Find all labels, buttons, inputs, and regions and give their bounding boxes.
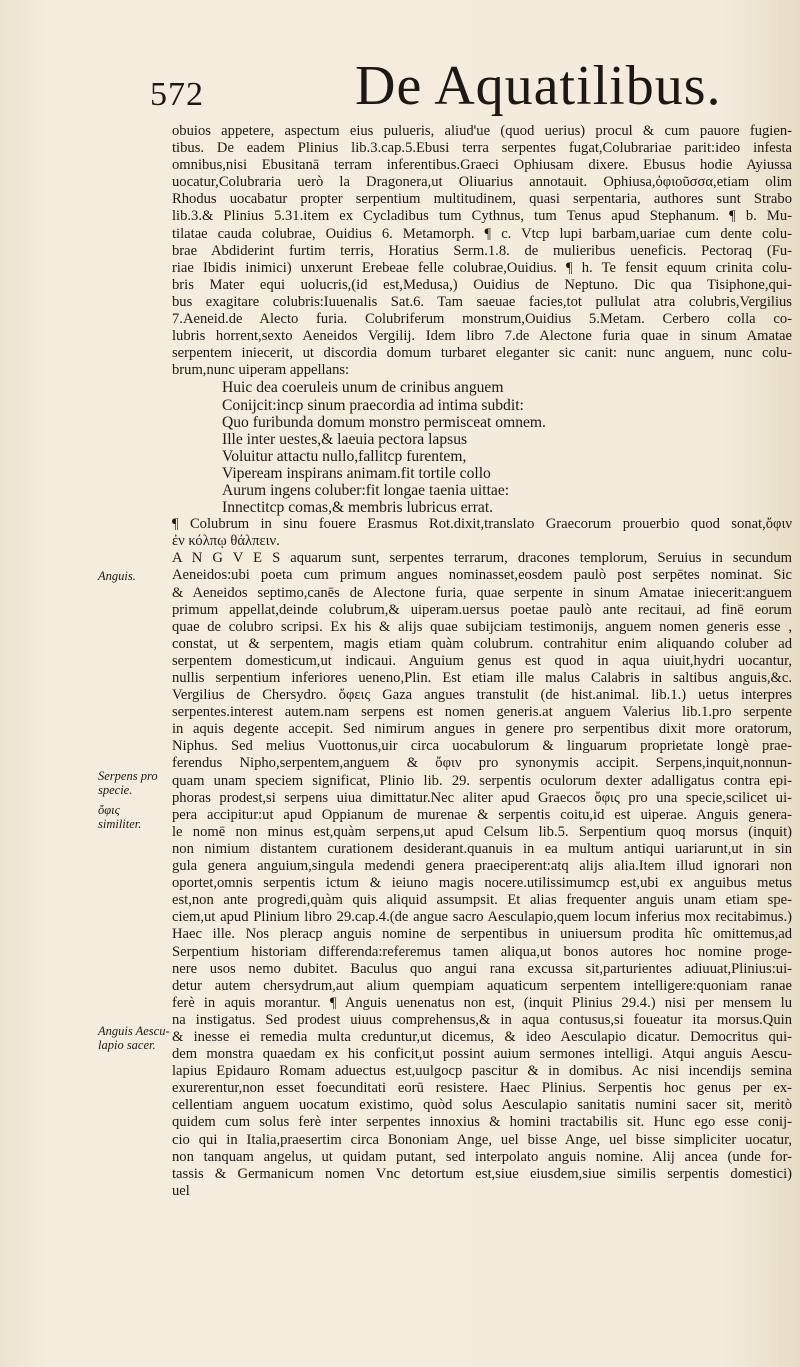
text-line: nullis serpentium inferiores ueneno,Plin. Est etiam ille malus Calabris in saltibus anguis,&c. [172,670,792,686]
text-line: quidem cum solus ferè inter serpentes innoxius & homini tractabilis sit. Hunc ego esse conij- [172,1114,792,1131]
text-line: primum appellat,deinde colubrum,& uiperam.uersus poetae paulò ante recitaui, ad finē eorum [172,601,792,618]
page-number: 572 [150,76,204,113]
text-line: bris Mater equi uolucris,(id est,Medusa,) Ouidius de Neptuno. Dic qua Tisiphone,qui- [172,276,792,293]
text-line: bus exagitare colubris:Iuuenalis Sat.6. Tam saeuae facies,tot pullulat atra colubris,Vergilius [172,293,792,310]
text-line: tibus. De eadem Plinius lib.3.cap.5.Ebusi terra serpentes fugat,Colubrariae parit:ideo infesta [172,140,792,157]
text-line: Vergilius de Chersydro. ὄφεις Gaza angues transtulit (de hist.animal. lib.1.) uetus interpres [172,687,792,704]
marginal-note-anguis: Anguis. [98,569,136,583]
text-line: na instigatus. Sed prodest uiuus comprehensus,& in aqua contusus,si foueatur ita morsus.Quin [172,1011,792,1028]
marginal-note-serpens-pro-specie: Serpens pro specie. [98,769,158,797]
text-line: tassis & Germanicum nomen Vnc detortum est,siue eiusdem,siue similis serpentis domestici) [172,1165,792,1182]
verse-quotation [172,379,792,516]
paragraph-angues [172,516,792,1200]
text-line: uel [172,1182,190,1199]
text-line: oportet,omnis serpentis ictum & ieiuno magis nocere.utilissimumcp est,ubi ex anguibus metus [172,875,792,892]
text-line: est,non ante progredi,quàm quis aliquid assumpsit. Et alias frequenter anguis unam etiam spe- [172,892,792,909]
text-line: riae Ibidis inimici) unxerunt Erebeae felle colubrae,Ouidius. ¶ h. Te fensit equum crinita colu- [172,259,792,276]
marginal-note-anguis-aesculapio: Anguis Aescu- lapio sacer. [98,1024,170,1052]
text-line: & inesse ei remedia multa creduntur,ut dicemus, & ideo Aesculapio dicatur. Democritus qui- [172,1028,792,1045]
text-line: & Aeneidos septimo,canēs de Alectone furia, quae serpente in sinum Amatae iniecerit:anguem [172,584,792,601]
text-line: ¶ Colubrum in sinu fouere Erasmus Rot.dixit,translato Graecorum prouerbio quod sonat,ὄφιν [172,516,792,533]
text-line: 7.Aeneid.de Alecto furia. Colubriferum monstrum,Ouidius 5.Metam. Cerbero colla co- [172,311,792,328]
text-line: ferendus Nipho,serpentem,anguem & ὄφιν pro synonymis accipit. Serpens,inquit,nonnun- [172,755,792,772]
text-line: Haec ille. Nos pleracp anguis nomine de serpentibus in uniuersum prodita hîc omittemus,ad [172,926,792,943]
text-line: ἐν κόλπῳ θάλπειν. [172,533,280,550]
text-line: non nimium distantem curationem desiderant.quanuis in ea multum antiqui uariarunt,ut in sin [172,840,792,857]
running-title: De Aquatilibus. [355,55,722,117]
text-line: ciem,ut apud Plinium libro 29.cap.4.(de angue sacro Aesculapio,quem locum inferius mox recitabimus.) [172,909,792,926]
text-line: Innectitcp comas,& membris lubricus errat. [222,499,494,517]
text-line: Quo furibunda domum monstro permisceat omnem. [222,413,546,431]
text-line: serpentes.interest autem.nam serpens est nomen generis.at anguem Valerius lib.1.pro serpente [172,704,792,721]
text-line: cellentiam anguem uocatum existimo, quòd solus Aesculapio sanitatis numini sacer sit, meritò [172,1097,792,1114]
text-line: tilatae cauda colubrae, Ouidius 6. Metamorph. ¶ c. Vtcp lupi barbam,uariae cum dente colu- [172,225,792,242]
text-line: nere usos nemo dubitet. Baculus quo angui rana excussa sit,parturientes adiuuat,Plinius:ui- [172,960,792,977]
text-line: le nomē non minus est,quàm serpens,ut apud Celsum lib.5. Serpentium quoq morsus (inquit) [172,823,792,840]
text-line: exurerentur,non esset foecunditati eorū resistere. Haec Plinius. Serpentis hoc genus per ex- [172,1080,792,1097]
text-line: Voluitur attactu nullo,fallitcp furentem, [222,447,467,465]
text-line: Aurum ingens coluber:fit longae taenia uittae: [222,481,510,499]
text-line: obuios appetere, aspectum eius pulueris, aliud'ue (quod uerius) procul & cum pauore fugien- [172,123,792,139]
text-line: Vipeream inspirans animam.fit tortile collo [222,464,491,482]
page-header [150,52,770,120]
text-line: cio qui in Italia,praesertim circa Bononiam Ange, uel bisse Ange, uel bisse simpliciter uocatur, [172,1131,792,1148]
text-line: quam unam speciem significat, Plinio lib. 29. serpentis oculorum dexter adalligatus contra epi- [172,772,792,789]
text-line: omnibus,nisi Ebusitanā terram inferentibus.Graeci Ophiusam dixere. Ebusus hodie Ayiussa [172,157,792,174]
text-line: constat, ut & serpentem, magis etiam quàm colubrum. contrahitur enim aliquando coluber ad [172,635,792,652]
text-line: gula genera anguium,singula medendi genera praeciperent:atq alijs alia.Item illud ignorari non [172,858,792,875]
text-line: brum,nunc uiperam appellans: [172,362,350,379]
paragraph-colubrae [172,123,792,379]
text-line: in aquis degente accepit. Sed nimirum angues in genere pro serpentibus dixit more oratorum, [172,721,792,738]
text-line: dem monstra quaedam ex his conficit,ut possint auium sermones intelligi. Atqui anguis Aescu- [172,1046,792,1063]
text-line: Rhodus uocabatur propter serpentium multitudinem, quasi serpentaria, authores sunt Strabo [172,191,792,208]
text-line: Aeneidos:ubi poeta cum primum angues nominasset,eosdem paulò post serpētes nominat. Sic [172,567,792,584]
text-line: detur autem chersydrum,aut alium quempiam aquaticum serpentem intelligere:quoniam ranae [172,977,792,994]
text-line: lubris horrent,sexto Aeneidos Vergilij. Idem libro 7.de Alectone furia quae in sinum Amatae [172,328,792,345]
text-line: Conijcit:incp sinum praecordia ad intima subdit: [222,396,524,414]
text-line: A N G V E S aquarum sunt, serpentes terrarum, dracones templorum, Seruius in secundum [172,550,792,567]
text-column [172,123,792,1200]
marginal-note-ophis-similiter: ὄφις similiter. [98,803,142,831]
text-line: uocatur,Colubraria uerò la Dragonera,ut Oliuarius annotauit. Ophiusa,ὀφιοῦσσα,etiam olim [172,174,792,191]
text-line: pera accipitur:ut apud Oppianum de murenae & serpentis coitu,id est uiperae. Anguis genera- [172,806,792,823]
text-line: Serpentium historiam differenda:referemus tamen aliqua,ut bonos autores hoc nomine proge- [172,943,792,960]
text-line: non tanquam angelus, ut quidam putant, sed interpolato anguis nomine. Alij ancea (unde for- [172,1148,792,1165]
text-line: Huic dea coeruleis unum de crinibus anguem [222,379,504,397]
text-line: lapius Epidauro Romam aduectus est,uulgocp pascitur & in domibus. Ac nisi incendijs semina [172,1063,792,1080]
text-line: brae Abdiderint furtim terris, Horatius Serm.1.8. de mulieribus ueneficis. Pectoraq (Fu- [172,242,792,259]
text-line: serpentem iniecerit, ut discordia domum turbaret eleganter sic canit: nunc anguem, nunc colu- [172,345,792,362]
text-line: serpentem domesticum,ut indicaui. Anguium genus est quod in aqua uiuit,hydri uocantur, [172,652,792,669]
text-line: lib.3.& Plinius 5.31.item ex Cycladibus tum Cythnus, tum Tenus apud Stephanum. ¶ b. Mu- [172,208,792,225]
text-line: Niphus. Sed melius Vuottonus,uir circa uocabulorum & linguarum proprietate longè prae- [172,738,792,755]
text-line: phoras prodest,si serpens uiua dimittatur.Nec aliter apud Graecos ὄφις pro una specie,scilicet ui- [172,789,792,806]
text-line: Ille inter uestes,& laeuia pectora lapsus [222,430,468,448]
text-line: quae de colubro scripsi. Ex his & alijs quae subijciam testimonijs, anguem nomen generis esse , [172,618,792,635]
text-line: ferè in aquis morantur. ¶ Anguis uenenatus non est, (inquit Plinius 29.4.) nisi per mensem lu [172,994,792,1011]
